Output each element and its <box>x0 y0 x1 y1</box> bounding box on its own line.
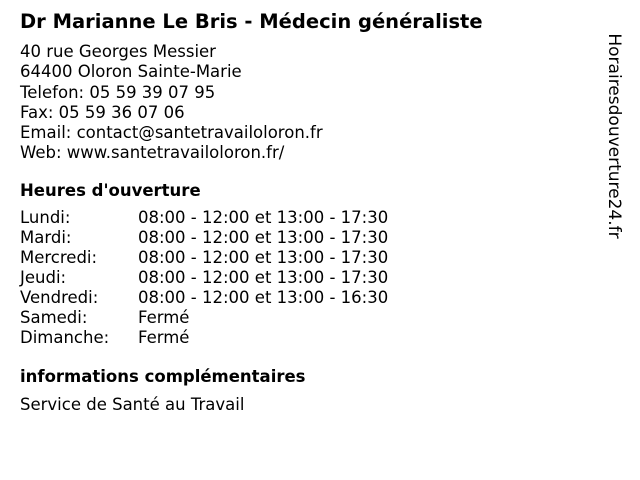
info-heading: informations complémentaires <box>20 367 306 387</box>
info-text: Service de Santé au Travail <box>20 395 245 415</box>
hours-row-wednesday <box>20 248 600 268</box>
email-line: Email: contact@santetravailoloron.fr <box>20 123 323 143</box>
time-range: 08:00 - 12:00 et 13:00 - 17:30 <box>138 268 389 288</box>
fax-line: Fax: 05 59 36 07 06 <box>20 102 185 122</box>
page-title: Dr Marianne Le Bris - Médecin généraliste <box>20 10 483 33</box>
site-watermark: Horairesdouverture24.fr <box>604 33 624 239</box>
address-line-1: 40 rue Georges Messier <box>20 42 216 61</box>
time-range: Fermé <box>138 328 190 348</box>
web-line: Web: www.santetravailoloron.fr/ <box>20 143 285 163</box>
hours-table <box>20 208 600 349</box>
time-range: 08:00 - 12:00 et 13:00 - 17:30 <box>138 207 389 227</box>
time-range: 08:00 - 12:00 et 13:00 - 17:30 <box>138 227 389 247</box>
time-range: 08:00 - 12:00 et 13:00 - 17:30 <box>138 247 389 267</box>
hours-row-saturday <box>20 308 600 328</box>
day-label: Mardi: <box>20 227 72 247</box>
hours-row-friday <box>20 288 600 308</box>
practice-card <box>20 8 600 415</box>
hours-heading: Heures d'ouverture <box>20 180 201 200</box>
day-label: Samedi: <box>20 308 88 328</box>
phone-line: Telefon: 05 59 39 07 95 <box>20 82 216 102</box>
address-line-2: 64400 Oloron Sainte-Marie <box>20 62 242 82</box>
hours-row-thursday <box>20 268 600 288</box>
day-label: Lundi: <box>20 207 71 227</box>
time-range: 08:00 - 12:00 et 13:00 - 16:30 <box>138 288 389 308</box>
hours-row-sunday <box>20 328 600 348</box>
time-range: Fermé <box>138 308 190 328</box>
day-label: Mercredi: <box>20 247 98 267</box>
hours-row-monday <box>20 208 600 228</box>
day-label: Vendredi: <box>20 288 99 308</box>
day-label: Dimanche: <box>20 328 110 348</box>
day-label: Jeudi: <box>20 268 67 288</box>
hours-row-tuesday <box>20 228 600 248</box>
contact-block <box>20 42 600 164</box>
